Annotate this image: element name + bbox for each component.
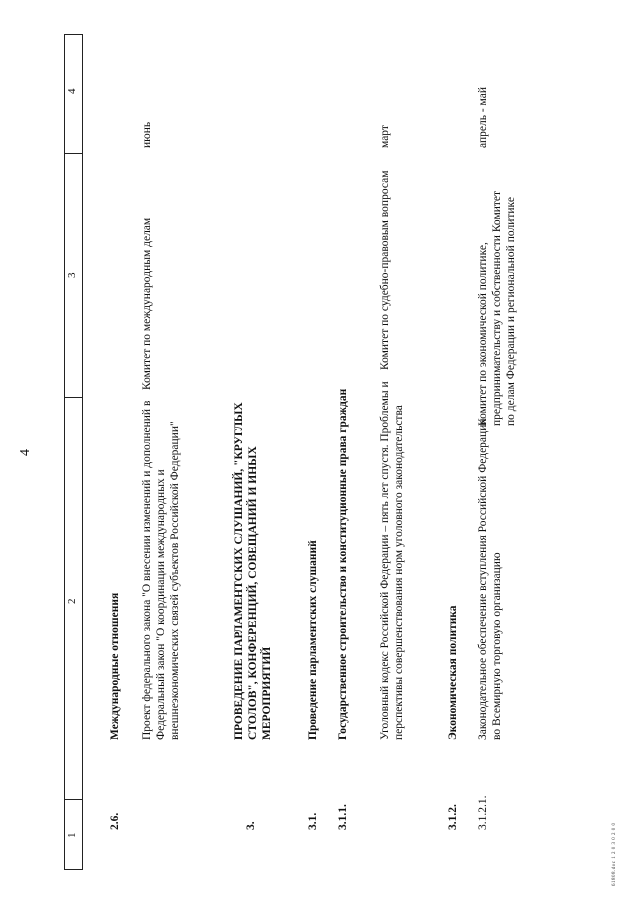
col-divider-3 xyxy=(64,153,82,154)
item-committee: Комитет по экономической политике, предпринимательству и собственности Комитет по делам Федерации и региональной политике xyxy=(477,190,517,426)
header-right-edge xyxy=(64,34,82,35)
section-heading: Экономическая политика xyxy=(447,605,459,740)
section-heading: ПРОВЕДЕНИЕ ПАРЛАМЕНТСКИХ СЛУШАНИЙ, "КРУГЛЫХ СТОЛОВ", КОНФЕРЕНЦИЙ, СОВЕЩАНИЙ И ИНЫХ МЕРОПРИЯТИЙ xyxy=(233,402,273,740)
column-number-4: 4 xyxy=(66,88,78,94)
header-top-rule xyxy=(64,34,65,870)
page-number: 4 xyxy=(18,449,33,456)
item-text: Уголовный кодекс Российской Федерации – пять лет спустя. Проблемы и перспективы совершенствования норм уголовного законодательства xyxy=(379,381,405,740)
row-number: 2.6. xyxy=(109,812,121,830)
table-header-frame xyxy=(64,34,534,870)
item-text: Проект федерального закона "О внесении изменений и дополнений в Федеральный закон "О координации международных и внешнеэкономических связей субъектов Российской Федерации" xyxy=(141,400,181,740)
item-committee: Комитет по международным делам xyxy=(141,217,153,390)
header-bottom-rule xyxy=(82,34,83,870)
row-number: 3.1.2. xyxy=(447,804,459,830)
section-heading: Проведение парламентских слушаний xyxy=(307,540,319,740)
document-footer: 61808.doc 1 2 0 3 0 2 0 0 xyxy=(612,822,617,886)
item-committee: Комитет по судебно-правовым вопросам xyxy=(379,170,391,370)
column-number-1: 1 xyxy=(66,832,78,838)
column-number-2: 2 xyxy=(66,598,78,604)
column-number-3: 3 xyxy=(66,272,78,278)
section-heading: Международные отношения xyxy=(109,592,121,740)
section-heading: Государственное строительство и конституционные права граждан xyxy=(337,388,349,740)
row-number: 3. xyxy=(245,821,257,830)
header-left-edge xyxy=(64,869,82,870)
col-divider-2 xyxy=(64,397,82,398)
col-divider-1 xyxy=(64,799,82,800)
item-term: март xyxy=(379,125,391,148)
row-number: 3.1.1. xyxy=(337,804,349,830)
item-term: апрель - май xyxy=(477,87,489,148)
row-number: 3.1.2.1. xyxy=(477,795,489,830)
item-term: июнь xyxy=(141,121,153,148)
row-number: 3.1. xyxy=(307,812,319,830)
item-text: Законодательное обеспечение вступления Российской Федерации во Всемирную торговую организацию xyxy=(477,418,503,740)
